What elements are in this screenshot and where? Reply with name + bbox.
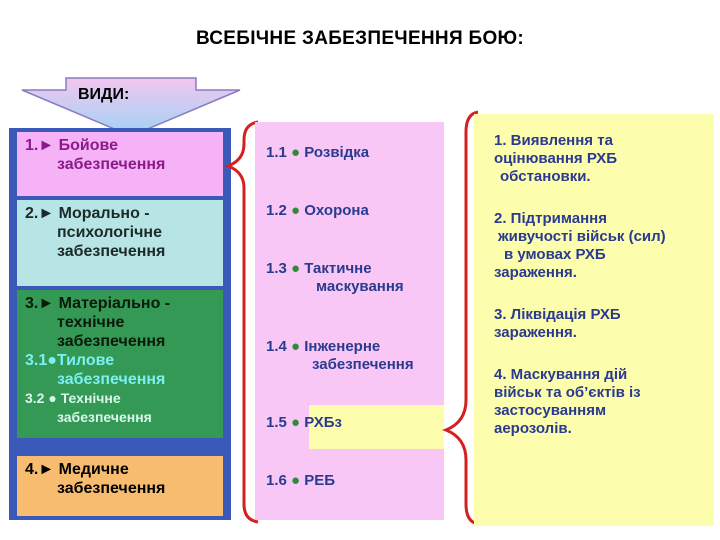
bullet-icon: ●	[291, 202, 301, 219]
task-line: 4. Маскування дій	[494, 366, 628, 383]
rxb-task-3	[494, 306, 708, 342]
category-number: 3.►	[25, 295, 55, 312]
bullet-icon: ●	[291, 260, 301, 277]
task-line: військ та об’єктів із	[494, 384, 641, 401]
category-title: забезпечення	[57, 243, 166, 260]
item-number: 1.3	[266, 260, 287, 277]
category-combat-support	[17, 132, 223, 196]
task-line: 1. Виявлення та	[494, 132, 613, 149]
item-number: 1.5	[266, 414, 287, 431]
category-moral-psych-support	[17, 200, 223, 286]
category-title: Морально -	[58, 205, 150, 222]
item-number: 1.1	[266, 144, 287, 161]
category-material-tech-support	[17, 290, 223, 438]
category-title: технічне	[57, 314, 125, 331]
bullet-icon: ●	[291, 472, 301, 489]
item-number: 1.6	[266, 472, 287, 489]
item-text: Інженерне	[304, 338, 381, 355]
item-text: маскування	[316, 278, 404, 295]
page-title: ВСЕБІЧНЕ ЗАБЕЗПЕЧЕННЯ БОЮ:	[195, 28, 525, 49]
bullet-icon: ●	[291, 144, 301, 161]
category-number: 4.►	[25, 461, 55, 478]
bullet-icon: ●	[291, 338, 301, 355]
item-number: 1.2	[266, 202, 287, 219]
task-line: оцінювання РХБ	[494, 150, 618, 167]
task-line: живучості військ (сил)	[498, 228, 666, 245]
item-text: РЕБ	[304, 472, 336, 489]
task-line: в умовах РХБ	[504, 246, 606, 263]
category-number: 2.►	[25, 205, 55, 222]
rxb-task-2	[494, 210, 708, 282]
task-line: 3. Ліквідація РХБ	[494, 306, 621, 323]
rxb-task-1	[494, 132, 708, 186]
item-text: Тактичне	[304, 260, 372, 277]
item-number: 1.4	[266, 338, 287, 355]
task-line: обстановки.	[500, 168, 591, 185]
rxb-task-4	[494, 366, 708, 438]
subcategory-technical: 3.2 ● Технічне	[25, 390, 121, 406]
task-line: зараження.	[494, 324, 577, 341]
bullet-icon: ●	[291, 414, 301, 431]
category-title: забезпечення	[57, 480, 166, 497]
item-tactical-camouflage	[266, 260, 404, 296]
task-line: застосуванням	[494, 402, 607, 419]
item-engineering	[266, 338, 414, 374]
category-title: Медичне	[58, 461, 129, 478]
item-security	[266, 202, 369, 220]
category-number: 1.►	[25, 137, 55, 154]
item-text: РХБз	[304, 414, 342, 431]
subcategory-logistics: забезпечення	[57, 371, 166, 388]
types-label: ВИДИ:	[78, 86, 130, 103]
item-rxb-protection	[266, 414, 342, 432]
item-text: Розвідка	[304, 144, 370, 161]
category-title: Матеріально -	[58, 295, 171, 312]
category-title: Бойове	[58, 137, 119, 154]
item-reconnaissance	[266, 144, 369, 162]
category-title: психологічне	[57, 224, 162, 241]
category-title: забезпечення	[57, 333, 166, 350]
subcategory-logistics: 3.1●Тилове	[25, 352, 115, 369]
item-electronic-warfare	[266, 472, 335, 490]
category-medical-support	[17, 456, 223, 516]
item-text: Охорона	[304, 202, 369, 219]
task-line: зараження.	[494, 264, 577, 281]
item-text: забезпечення	[312, 356, 414, 373]
support-types-panel	[9, 128, 231, 520]
task-line: 2. Підтримання	[494, 210, 607, 227]
subcategory-technical: забезпечення	[57, 409, 152, 425]
category-title: забезпечення	[57, 156, 166, 173]
combat-support-panel	[255, 122, 444, 520]
task-line: аерозолів.	[494, 420, 572, 437]
